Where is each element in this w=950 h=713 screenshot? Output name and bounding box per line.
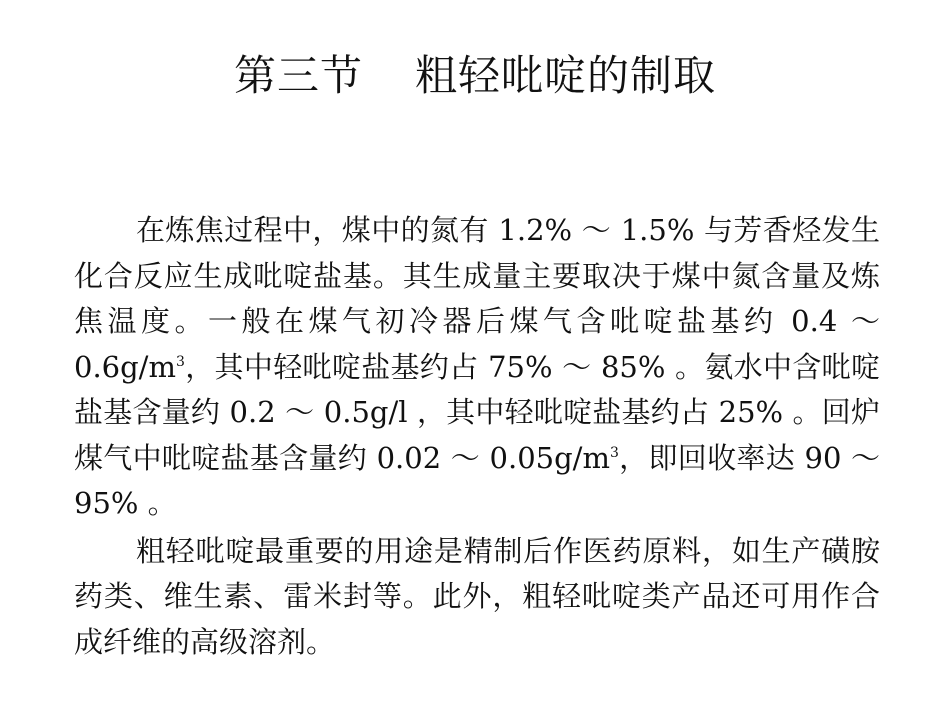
paragraph-pyridine-uses: 粗轻吡啶最重要的用途是精制后作医药原料，如生产磺胺药类、维生素、雷米封等。此外，粗轻吡啶类产品还可用作合成纤维的高级溶剂。 <box>74 533 880 659</box>
title-section-number: 第三节 <box>233 51 363 100</box>
superscript-unit: 3 <box>609 444 619 461</box>
paragraph-pyridine-formation <box>74 208 880 527</box>
title-topic: 粗轻吡啶的制取 <box>415 51 717 100</box>
superscript-unit: 3 <box>175 353 185 370</box>
slide-title <box>0 48 950 104</box>
paragraph-text: 在炼焦过程中，煤中的氮有 1.2% ～ 1.5% 与芳香烃发生化合反应生成吡啶盐基。其生成量主要取决于煤中氮含量及炼焦温度。一般在煤气初冷器后煤气含吡啶盐基约 0.4 ～ 0.6g/m <box>74 213 880 384</box>
slide-body <box>74 208 880 667</box>
paragraph-text: ，其中轻吡啶盐基约占 75% ～ 85% 。氨水中含吡啶盐基含量约 0.2 ～ 0.5g/l ，其中轻吡啶盐基约占 25% 。回炉煤气中吡啶盐基含量约 0.02 ～ 0.05g/m <box>74 349 880 475</box>
paragraph-text: ，即回收率达 90 ～ 95% 。 <box>74 440 880 520</box>
